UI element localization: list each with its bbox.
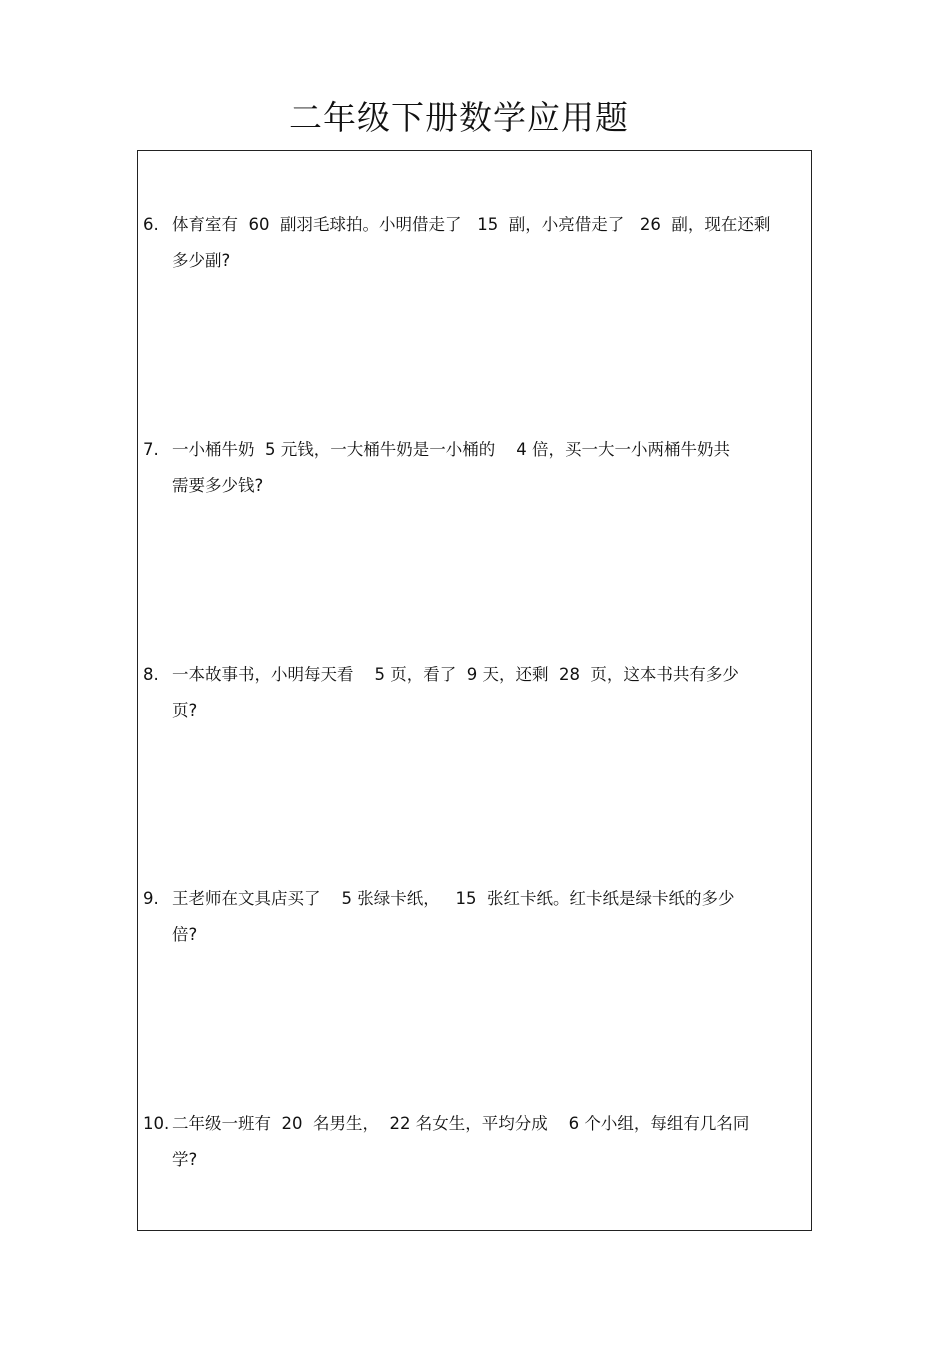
question-8 xyxy=(143,657,808,729)
question-text-line2: 倍? xyxy=(172,925,198,944)
question-text-line1: 一本故事书，小明每天看 5 页，看了 9 天，还剩 28 页，这本书共有多少 xyxy=(172,665,739,684)
question-text-line2: 学? xyxy=(172,1150,198,1169)
question-text-line1: 体育室有 60 副羽毛球拍。小明借走了 15 副，小亮借走了 26 副，现在还剩 xyxy=(172,215,771,234)
question-number: 9. xyxy=(143,889,159,908)
question-text-line2: 需要多少钱? xyxy=(172,476,264,495)
question-7 xyxy=(143,432,808,504)
question-6 xyxy=(143,207,808,279)
question-9 xyxy=(143,881,808,953)
question-number: 10. xyxy=(143,1114,170,1133)
question-text-line2: 页? xyxy=(172,701,198,720)
question-number: 6. xyxy=(143,215,159,234)
question-10 xyxy=(143,1106,808,1178)
question-text-line2: 多少副? xyxy=(172,251,231,270)
question-number: 7. xyxy=(143,440,159,459)
question-text-line1: 二年级一班有 20 名男生， 22 名女生，平均分成 6 个小组，每组有几名同 xyxy=(172,1114,750,1133)
question-text-line1: 王老师在文具店买了 5 张绿卡纸， 15 张红卡纸。红卡纸是绿卡纸的多少 xyxy=(172,889,735,908)
page-title: 二年级下册数学应用题 xyxy=(289,98,629,137)
question-number: 8. xyxy=(143,665,159,684)
question-text-line1: 一小桶牛奶 5 元钱，一大桶牛奶是一小桶的 4 倍，买一大一小两桶牛奶共 xyxy=(172,440,730,459)
